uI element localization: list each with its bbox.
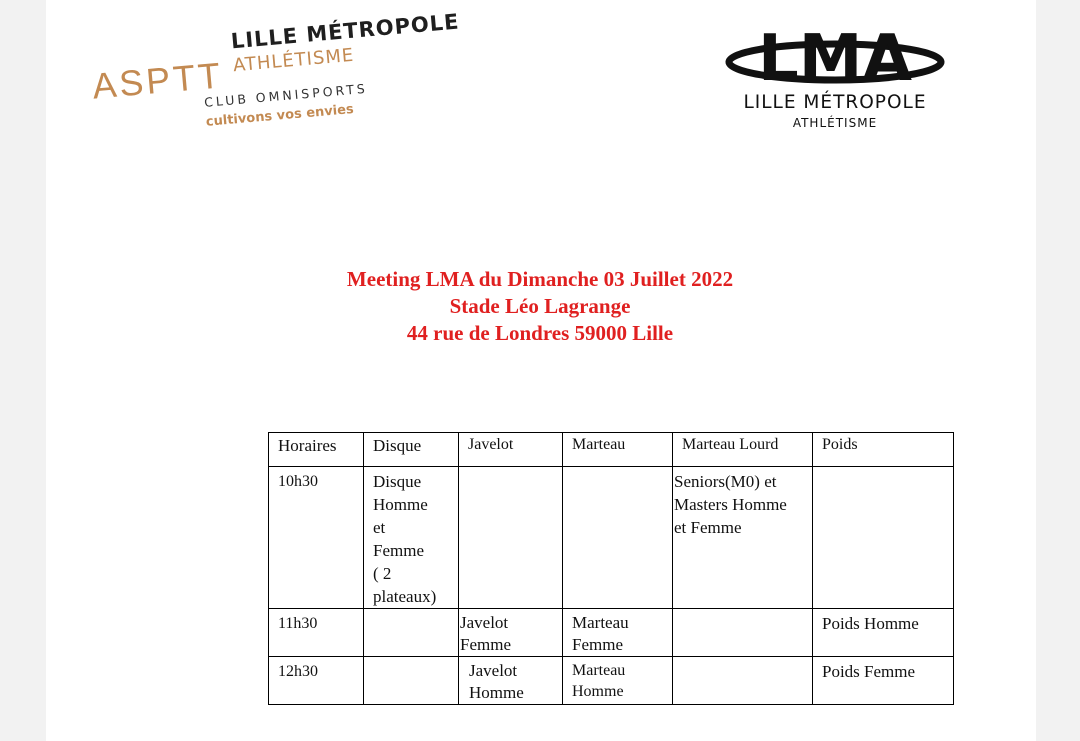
header-javelot: Javelot (459, 433, 563, 467)
cell-disque: Disque Homme et Femme ( 2 plateaux) (364, 467, 459, 609)
asptt-logo-mark: ASPTT (90, 54, 225, 107)
event-heading (0, 266, 1080, 347)
cell-poids: Poids Femme (813, 657, 954, 705)
event-address: 44 rue de Londres 59000 Lille (406, 321, 674, 345)
cell-javelot: Javelot Homme (459, 657, 563, 705)
cell-time: 10h30 (269, 467, 364, 609)
asptt-logo-subtitle: ATHLÉTISME (232, 44, 356, 77)
cell-poids (813, 467, 954, 609)
cell-javelot (459, 467, 563, 609)
cell-marteau (563, 467, 673, 609)
asptt-logo-slogan: cultivons vos envies (205, 101, 355, 130)
lma-logo-mark-text: LMA (758, 22, 912, 90)
cell-marteau: Marteau Homme (563, 657, 673, 705)
asptt-logo (88, 9, 498, 152)
header-horaires: Horaires (269, 433, 364, 467)
schedule-table (268, 432, 954, 705)
header-poids: Poids (813, 433, 954, 467)
cell-disque (364, 609, 459, 657)
asptt-logo-title: LILLE MÉTROPOLE (229, 9, 461, 54)
table-row (269, 609, 954, 657)
cell-javelot: Javelot Femme (459, 609, 563, 657)
header-marteau-lourd: Marteau Lourd (673, 433, 813, 467)
lma-logo-mark-icon (724, 18, 946, 90)
cell-marteau: Marteau Femme (563, 609, 673, 657)
table-row (269, 467, 954, 609)
cell-time: 11h30 (269, 609, 364, 657)
lma-logo-title: LILLE MÉTROPOLE (743, 92, 927, 113)
asptt-logo-club: CLUB OMNISPORTS (203, 80, 369, 110)
cell-disque (364, 657, 459, 705)
header-marteau: Marteau (563, 433, 673, 467)
cell-marteau-lourd (673, 657, 813, 705)
lma-logo (710, 18, 960, 138)
cell-marteau-lourd (673, 609, 813, 657)
event-venue: Stade Léo Lagrange (449, 294, 631, 318)
table-row (269, 657, 954, 705)
lma-logo-subtitle: ATHLÉTISME (792, 116, 878, 130)
table-header-row (269, 433, 954, 467)
cell-time: 12h30 (269, 657, 364, 705)
event-title: Meeting LMA du Dimanche 03 Juillet 2022 (346, 267, 734, 291)
cell-marteau-lourd: Seniors(M0) et Masters Homme et Femme (673, 467, 813, 609)
cell-poids: Poids Homme (813, 609, 954, 657)
header-disque: Disque (364, 433, 459, 467)
